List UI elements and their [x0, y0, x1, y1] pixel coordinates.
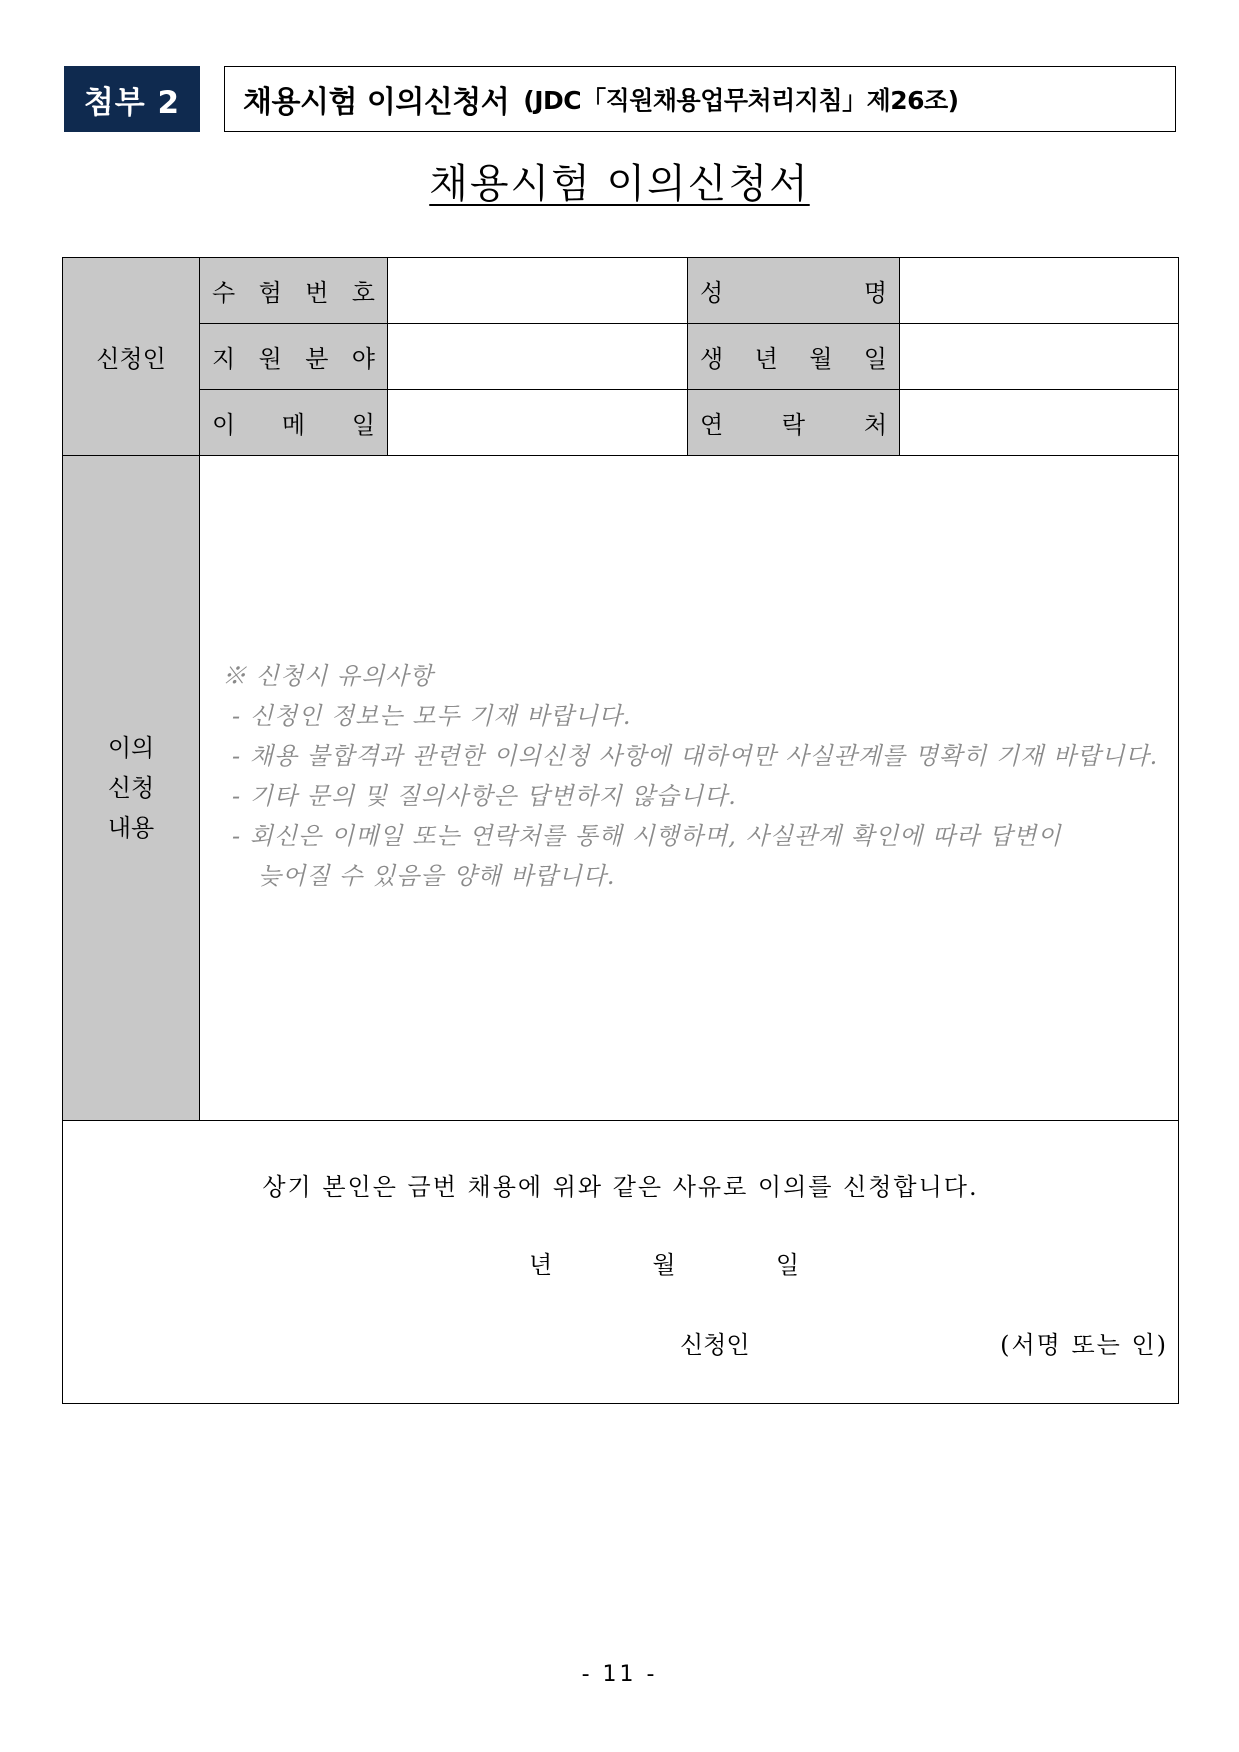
note-item: 늦어질 수 있음을 양해 바랍니다.	[258, 862, 616, 890]
note-item: - 기타 문의 및 질의사항은 답변하지 않습니다.	[232, 782, 737, 810]
date-day[interactable]: 일	[775, 1251, 799, 1279]
field-label: 지 원 분 야	[200, 324, 388, 390]
contact-field[interactable]	[900, 390, 1179, 456]
exam-number-field[interactable]	[388, 258, 688, 324]
note-item: - 신청인 정보는 모두 기재 바랍니다.	[232, 702, 632, 730]
note-item: - 채용 불합격과 관련한 이의신청 사항에 대하여만 사실관계를 명확히 기재 바랍니다.	[232, 742, 1159, 770]
declaration-text: 상기 본인은 금번 채용에 위와 같은 사유로 이의를 신청합니다.	[262, 1173, 979, 1201]
notes-heading: ※ 신청시 유의사항	[222, 662, 434, 690]
date-month[interactable]: 월	[652, 1251, 676, 1279]
signature-applicant-label: 신청인	[680, 1331, 750, 1359]
birthdate-label: 생 년 월 일	[688, 324, 900, 390]
field-field[interactable]	[388, 324, 688, 390]
exam-number-label: 수 험 번 호	[200, 258, 388, 324]
name-field[interactable]	[900, 258, 1179, 324]
attachment-badge: 첨부 2	[64, 66, 200, 132]
header-subtitle: (JDC「직원채용업무처리지침」제26조)	[523, 86, 959, 115]
birthdate-field[interactable]	[900, 324, 1179, 390]
objection-content-label: 이의 신청 내용	[63, 456, 200, 1121]
name-label: 성 명	[688, 258, 900, 324]
objection-content-field[interactable]	[200, 456, 1179, 1121]
signature-seal-label[interactable]: (서명 또는 인)	[1000, 1331, 1168, 1359]
email-label: 이 메 일	[200, 390, 388, 456]
email-field[interactable]	[388, 390, 688, 456]
header-title: 채용시험 이의신청서	[243, 85, 510, 120]
date-year[interactable]: 년	[529, 1251, 553, 1279]
applicant-section-label: 신청인	[63, 258, 200, 456]
declaration-section	[63, 1121, 1179, 1404]
header-title-box	[224, 66, 1176, 132]
contact-label: 연 락 처	[688, 390, 900, 456]
date-row	[529, 1245, 799, 1280]
document-title: 채용시험 이의신청서	[429, 161, 810, 207]
objection-form-table	[62, 257, 1179, 1404]
note-item: - 회신은 이메일 또는 연락처를 통해 시행하며, 사실관계 확인에 따라 답변이	[232, 822, 1062, 850]
notes	[222, 656, 1170, 896]
page-number: - 11 -	[581, 1662, 658, 1687]
